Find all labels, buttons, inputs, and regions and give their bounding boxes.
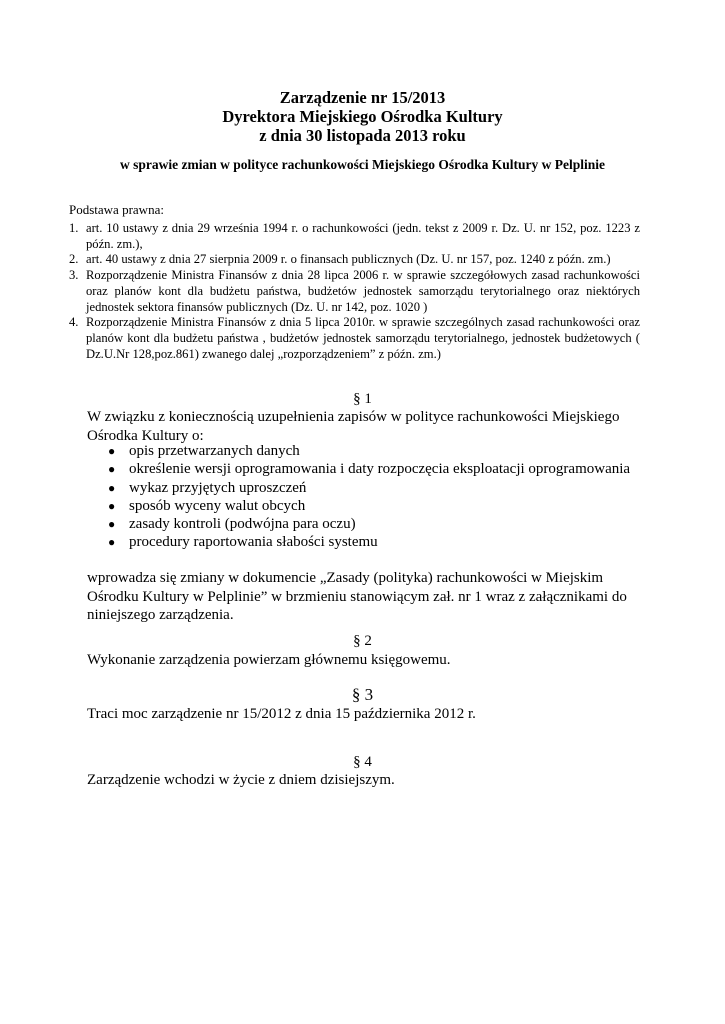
legal-basis-number: 4. (69, 315, 79, 330)
section-4-heading: § 4 (353, 754, 372, 770)
legal-basis-item (69, 252, 640, 268)
legal-basis-text: Rozporządzenie Ministra Finansów z dnia 5 lipca 2010r. w sprawie szczególnych zasad rachunkowości oraz planów kont dla budżetu państwa , budżetów jednostek samorządu terytorialnego, jednostek budżetowych ( Dz.U.Nr 128,poz.861) zwanego dalej „rozporządzeniem” z późn. zm.) (86, 315, 640, 361)
legal-basis-text: art. 10 ustawy z dnia 29 września 1994 r. o rachunkowości (jedn. tekst z 2009 r. Dz. U. nr 152, poz. 1223 z późn. zm.), (86, 221, 640, 251)
legal-basis-item (69, 315, 640, 362)
bullet-item: ● określenie wersji oprogramowania i daty rozpoczęcia eksploatacji oprogramowania (108, 461, 631, 478)
legal-basis-number: 2. (69, 252, 79, 267)
section-2-heading: § 2 (353, 633, 372, 649)
section-3-heading: § 3 (351, 685, 374, 704)
bullet-item: ● wykaz przyjętych uproszczeń (108, 479, 307, 496)
subtitle: w sprawie zmian w polityce rachunkowości Miejskiego Ośrodka Kultury w Pelplinie (120, 157, 605, 172)
legal-basis-text: art. 40 ustawy z dnia 27 sierpnia 2009 r. o finansach publicznych (Dz. U. nr 157, poz. 1240 z późn. zm.) (86, 252, 611, 267)
section-1-bullet-list (108, 442, 630, 552)
bullet-icon: ● (108, 480, 116, 495)
bullet-item: ● zasady kontroli (podwójna para oczu) (108, 516, 356, 533)
legal-basis-number: 3. (69, 268, 79, 283)
section-1-intro: W związku z koniecznością uzupełnienia zapisów w polityce rachunkowości Miejskiego Ośrodka Kultury o: (87, 409, 620, 444)
legal-basis-number: 1. (69, 221, 79, 235)
bullet-item: ● procedury raportowania słabości systemu (108, 534, 378, 551)
bullet-icon: ● (108, 444, 116, 458)
legal-basis-text: Rozporządzenie Ministra Finansów z dnia 28 lipca 2006 r. w sprawie szczegółowych zasad rachunkowości oraz planów kont dla budżetu państwa, budżetów jednostek samorządu terytorialnego oraz niektórych jednostek sektora finansów publicznych (Dz. U. nr 142, poz. 1020 ) (86, 268, 640, 314)
legal-basis-label: Podstawa prawna: (69, 202, 164, 217)
legal-basis-item (69, 221, 640, 252)
bullet-icon: ● (108, 517, 116, 532)
legal-basis-list (69, 221, 640, 362)
section-1-outro: wprowadza się zmiany w dokumencie „Zasady (polityka) rachunkowości w Miejskim Ośrodku Kultury w Pelplinie” w brzmieniu stanowiącym zał. nr 1 wraz z załącznikami do niniejszego zarządzenia. (87, 570, 627, 623)
legal-basis-item (69, 268, 640, 315)
title-line-3: z dnia 30 listopada 2013 roku (259, 126, 466, 145)
title-line-2: Dyrektora Miejskiego Ośrodka Kultury (222, 107, 503, 126)
title-line-1: Zarządzenie nr 15/2013 (279, 88, 446, 107)
bullet-icon: ● (108, 462, 116, 477)
bullet-icon: ● (108, 498, 116, 513)
bullet-item: ● opis przetwarzanych danych (108, 443, 300, 459)
bullet-item: ● sposób wyceny walut obcych (108, 497, 306, 514)
bullet-icon: ● (108, 535, 116, 550)
section-3-text: Traci moc zarządzenie nr 15/2012 z dnia 15 października 2012 r. (87, 706, 476, 722)
section-4-text: Zarządzenie wchodzi w życie z dniem dzisiejszym. (87, 772, 395, 788)
section-1-heading: § 1 (353, 391, 372, 407)
section-2-text: Wykonanie zarządzenia powierzam głównemu księgowemu. (87, 652, 451, 668)
